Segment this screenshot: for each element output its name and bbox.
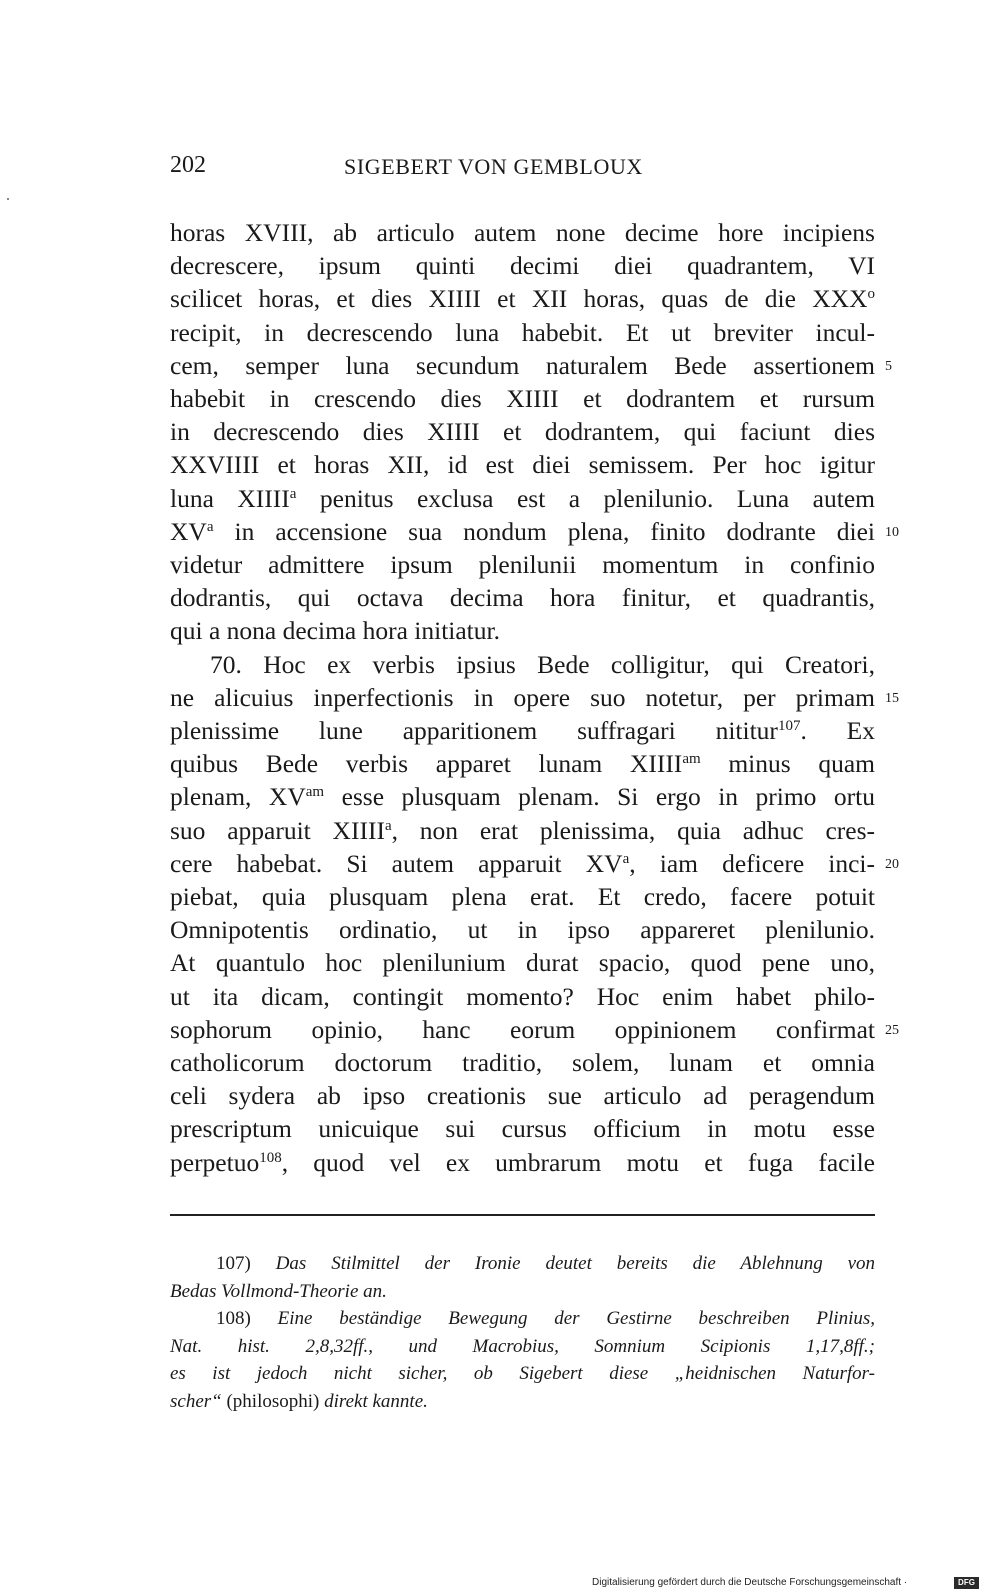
superscript: am bbox=[682, 751, 701, 768]
superscript: 108 bbox=[259, 1149, 282, 1166]
body-line: $XV^a$ in accensione sua nondum plena, finito dodrante diei bbox=[170, 516, 875, 546]
footnote-number: 107) bbox=[216, 1253, 251, 1274]
body-line: catholicorum doctorum traditio, solem, lunam et omnia bbox=[170, 1048, 875, 1077]
superscript: o bbox=[867, 286, 875, 303]
footnote-line: Nat. hist. 2,8,32ff., und Macrobius, Somnium Scipionis 1,17,8ff.; bbox=[170, 1335, 875, 1357]
body-line: 70. Hoc ex verbis ipsius Bede colligitur, qui Creatori, bbox=[210, 649, 875, 679]
body-line: plenam, $XV^{am}$ esse plusquam plenam. Si ergo in primo ortu bbox=[170, 782, 875, 812]
body-line: habebit in crescendo dies XIIII et dodrantem et rursum bbox=[170, 384, 875, 413]
superscript: a bbox=[289, 485, 297, 502]
footnote-line: 108) Eine beständige Bewegung der Gestirne beschreiben Plinius, bbox=[216, 1308, 875, 1330]
body-line: scilicet horas, et dies XIIII et XII horas, quas de die XXX$^o$ bbox=[170, 284, 875, 314]
body-line: qui a nona decima hora initiatur. bbox=[170, 616, 500, 646]
superscript: a bbox=[384, 817, 392, 834]
margin-line-number: 15 bbox=[885, 690, 899, 706]
margin-line-number: 20 bbox=[885, 856, 899, 872]
body-line: Omnipotentis ordinatio, ut in ipso appareret plenilunio. bbox=[170, 915, 875, 945]
body-line: cere habebat. Si autem apparuit $XV^a$, iam deficere inci- bbox=[170, 848, 875, 878]
body-line: videtur admittere ipsum plenilunii momentum in confinio bbox=[170, 550, 875, 579]
body-line: horas XVIII, ab articulo autem none decime hore incipiens bbox=[170, 218, 875, 247]
footnote-rule bbox=[170, 1214, 875, 1216]
body-line: perpetuo$^{108}$, quod vel ex umbrarum motu et fuga facile bbox=[170, 1147, 875, 1177]
body-line: decrescere, ipsum quinti decimi diei quadrantem, VI bbox=[170, 251, 875, 281]
body-line: dodrantis, qui octava decima hora finitur, et quadrantis, bbox=[170, 583, 875, 613]
page-number: 202 bbox=[170, 152, 206, 178]
dfg-logo: DFG bbox=[954, 1577, 979, 1589]
footnote-number: 108) bbox=[216, 1308, 251, 1330]
superscript: am bbox=[305, 784, 325, 801]
body-line: in decrescendo dies XIIII et dodrantem, qui faciunt dies bbox=[170, 417, 875, 447]
body-line: At quantulo hoc plenilunium durat spacio, quod pene uno, bbox=[170, 948, 875, 978]
superscript: 107 bbox=[777, 718, 801, 734]
footnote-line: es ist jedoch nicht sicher, ob Sigebert diese „heidnischen Naturfor- bbox=[170, 1363, 875, 1385]
footnote-line: Bedas Vollmond-Theorie an. bbox=[170, 1280, 387, 1302]
superscript: a bbox=[622, 850, 630, 867]
body-line: quibus Bede verbis apparet lunam $XIIII^{am}$ minus quam bbox=[170, 749, 876, 779]
body-line: cem, semper luna secundum naturalem Bede assertionem bbox=[170, 350, 875, 380]
body-line: XXVIIII et horas XII, id est diei semissem. Per hoc igitur bbox=[170, 450, 875, 480]
body-line: ne alicuius inperfectionis in opere suo notetur, per primam bbox=[170, 682, 875, 712]
running-title: SIGEBERT VON GEMBLOUX bbox=[344, 154, 643, 179]
body-line: luna XIIII$^a$ penitus exclusa est a plenilunio. Luna autem bbox=[170, 483, 875, 513]
body-line: plenissime lune apparitionem suffragari nititur$^{107}$. Ex bbox=[170, 716, 875, 745]
body-line: suo apparuit XIIII$^a$, non erat plenissima, quia adhuc cres- bbox=[170, 815, 875, 845]
body-line: celi sydera ab ipso creationis sue articulo ad peragendum bbox=[170, 1081, 875, 1111]
body-line: ut ita dicam, contingit momento? Hoc enim habet philo- bbox=[170, 981, 875, 1011]
digitization-credit: Digitalisierung gefördert durch die Deutsche Forschungsgemeinschaft · bbox=[592, 1577, 908, 1588]
body-line: piebat, quia plusquam plena erat. Et credo, facere potuit bbox=[170, 882, 875, 911]
margin-line-number: 10 bbox=[885, 524, 899, 540]
running-header bbox=[170, 152, 875, 186]
margin-line-number: 5 bbox=[885, 358, 892, 374]
scan-speck bbox=[7, 198, 9, 200]
body-line: recipit, in decrescendo luna habebit. Et ut breviter incul- bbox=[170, 317, 875, 347]
margin-line-number: 25 bbox=[885, 1022, 899, 1038]
superscript: a bbox=[206, 518, 214, 535]
body-line: prescriptum unicuique sui cursus officium in motu esse bbox=[170, 1114, 875, 1144]
footnote-line: scher“ (philosophi) direkt kannte. bbox=[170, 1391, 428, 1412]
body-line: sophorum opinio, hanc eorum oppinionem confirmat bbox=[170, 1014, 875, 1044]
footnote-line: 107) Das Stilmittel der Ironie deutet bereits die Ablehnung von bbox=[216, 1253, 876, 1274]
